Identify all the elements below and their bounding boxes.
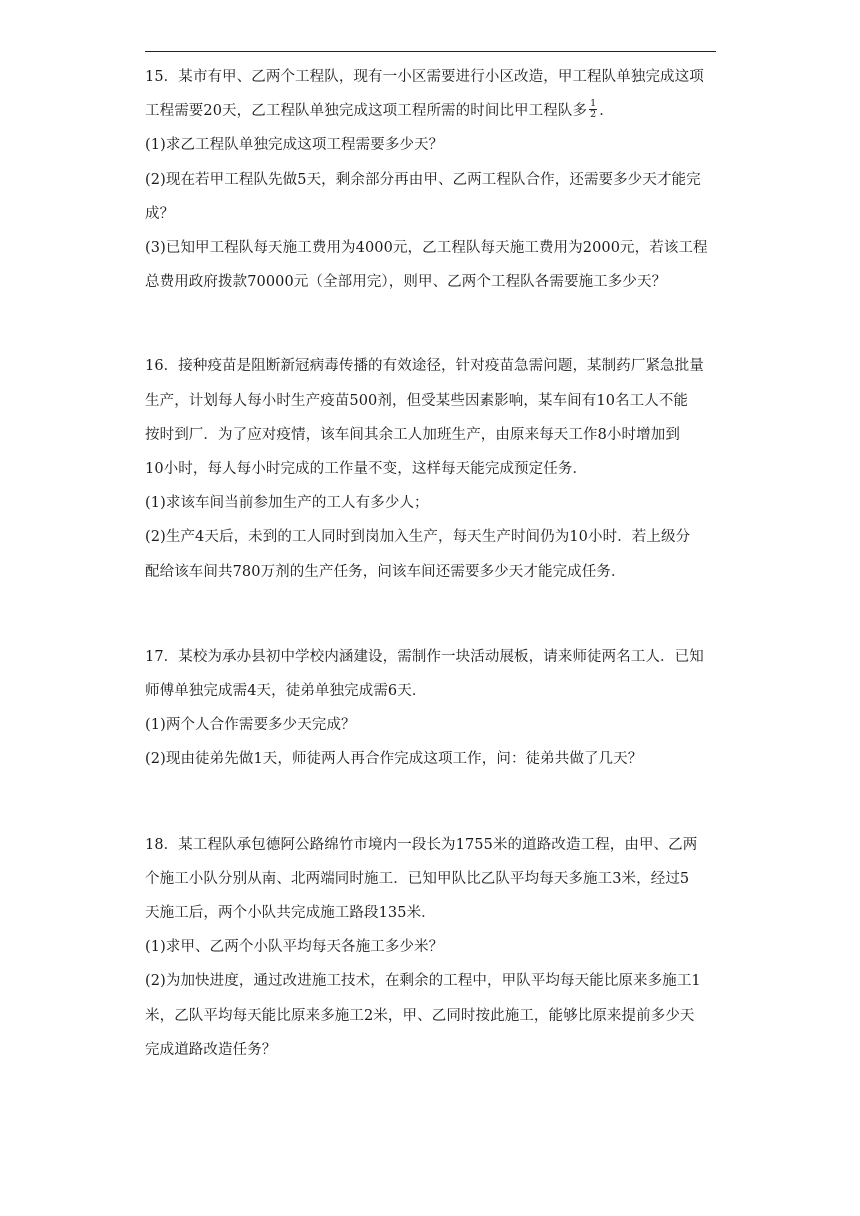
problem-text-line: 10小时，每人每小时完成的工作量不变，这样每天能完成预定任务． xyxy=(145,461,588,478)
sub-question-continued: 总费用政府拨款70000元（全部用完），则甲、乙两个工程队各需要施工多少天？ xyxy=(145,274,667,291)
problem-15 xyxy=(145,60,720,299)
sub-question: (1)求该车间当前参加生产的工人有多少人； xyxy=(145,495,429,512)
document-page xyxy=(145,60,720,1067)
sub-question: (2)现由徒弟先做1天，师徒两人再合作完成这项工作，问：徒弟共做了几天？ xyxy=(145,751,643,768)
fraction-numerator: 1 xyxy=(590,97,597,109)
problem-text-fragment: 工程需要20天，乙工程队单独完成这项工程所需的时间比甲工程队多 xyxy=(145,103,588,120)
sub-question: (1)两个人合作需要多少天完成？ xyxy=(145,717,356,734)
fraction-denominator: 2 xyxy=(590,108,597,120)
problem-18 xyxy=(145,828,720,1067)
sub-question-continued: 成？ xyxy=(145,205,175,222)
problem-text-line: 个施工小队分别从南、北两端同时施工．已知甲队比乙队平均每天多施工3米，经过5 xyxy=(145,870,690,887)
header-rule xyxy=(145,51,716,52)
problem-text-line: 16．接种疫苗是阻断新冠病毒传播的有效途径，针对疫苗急需问题，某制药厂紧急批量 xyxy=(145,358,704,375)
problem-text-line: 师傅单独完成需4天，徒弟单独完成需6天． xyxy=(145,683,427,700)
sub-question: (2)生产4天后，未到的工人同时到岗加入生产，每天生产时间仍为10小时．若上级分 xyxy=(145,529,691,546)
sub-question-continued: 完成道路改造任务？ xyxy=(145,1041,277,1058)
sub-question: (2)现在若甲工程队先做5天，剩余部分再由甲、乙两工程队合作，还需要多少天才能完 xyxy=(145,171,701,188)
sub-question: (1)求甲、乙两个小队平均每天各施工多少米？ xyxy=(145,939,444,956)
problem-text-line xyxy=(145,94,720,128)
problem-text-line: 18．某工程队承包德阿公路绵竹市境内一段长为1755米的道路改造工程，由甲、乙两 xyxy=(145,836,698,853)
sub-question-continued: 米，乙队平均每天能比原来多施工2米，甲、乙同时按此施工，能够比原来提前多少天 xyxy=(145,1007,695,1024)
problem-16 xyxy=(145,349,720,588)
problem-text-line: 15．某市有甲、乙两个工程队，现有一小区需要进行小区改造，甲工程队单独完成这项 xyxy=(145,69,704,85)
problem-17 xyxy=(145,640,720,777)
problem-text-line: 按时到厂．为了应对疫情，该车间其余工人加班生产，由原来每天工作8小时增加到 xyxy=(145,426,680,443)
problem-text-line: 生产，计划每人每小时生产疫苗500剂，但受某些因素影响，某车间有10名工人不能 xyxy=(145,392,689,409)
sub-question: (3)已知甲工程队每天施工费用为4000元，乙工程队每天施工费用为2000元，若该工程 xyxy=(145,240,708,257)
sub-question: (2)为加快进度，通过改进施工技术，在剩余的工程中，甲队平均每天能比原来多施工1 xyxy=(145,973,701,990)
problem-text-line: 17．某校为承办县初中学校内涵建设，需制作一块活动展板，请来师徒两名工人．已知 xyxy=(145,648,704,665)
problem-text-fragment: ． xyxy=(599,103,614,120)
sub-question: (1)求乙工程队单独完成这项工程需要多少天？ xyxy=(145,137,444,154)
fraction-one-half xyxy=(589,99,597,120)
sub-question-continued: 配给该车间共780万剂的生产任务，问该车间还需要多少天才能完成任务． xyxy=(145,563,626,580)
problem-text-line: 天施工后，两个小队共完成施工路段135米． xyxy=(145,905,436,922)
